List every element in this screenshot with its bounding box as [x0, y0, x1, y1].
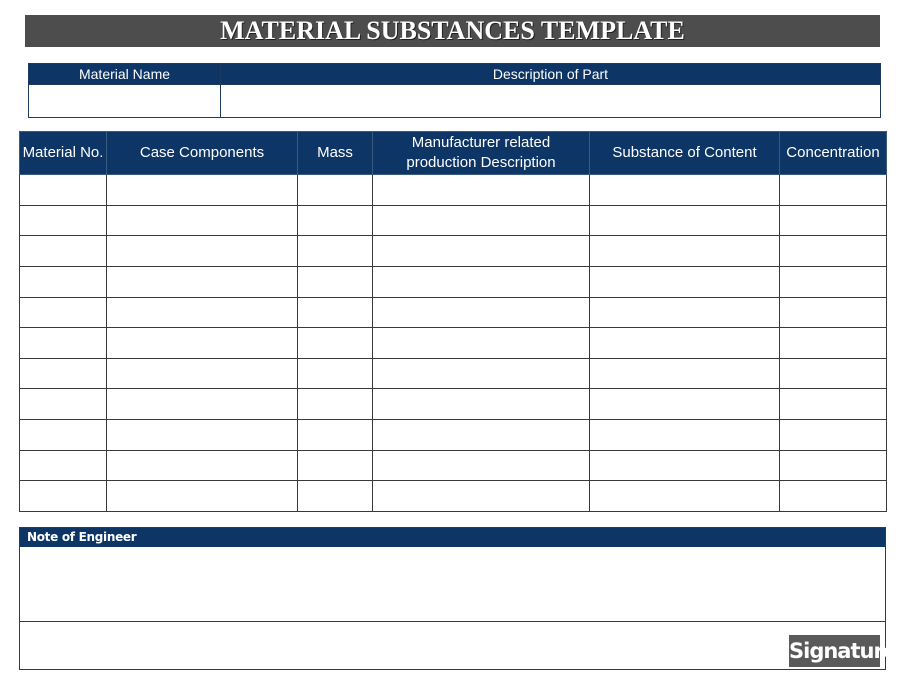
material-no-cell[interactable] [20, 297, 107, 328]
table-row [20, 420, 887, 451]
concentration-cell[interactable] [780, 297, 887, 328]
material-no-cell[interactable] [20, 205, 107, 236]
manufacturer-description-cell[interactable] [373, 297, 590, 328]
page-title: MATERIAL SUBSTANCES TEMPLATE [25, 15, 880, 47]
concentration-cell[interactable] [780, 450, 887, 481]
concentration-cell[interactable] [780, 205, 887, 236]
concentration-cell[interactable] [780, 328, 887, 359]
manufacturer-description-cell[interactable] [373, 420, 590, 451]
mass-cell[interactable] [298, 481, 373, 512]
substance-of-content-header: Substance of Content [590, 132, 780, 175]
part-info-table [28, 63, 881, 118]
manufacturer-description-cell[interactable] [373, 266, 590, 297]
case-components-cell[interactable] [107, 450, 298, 481]
manufacturer-description-cell[interactable] [373, 205, 590, 236]
concentration-cell[interactable] [780, 420, 887, 451]
mass-cell[interactable] [298, 450, 373, 481]
description-of-part-header: Description of Part [221, 64, 881, 85]
case-components-cell[interactable] [107, 236, 298, 267]
substance-of-content-cell[interactable] [590, 420, 780, 451]
substance-of-content-cell[interactable] [590, 266, 780, 297]
concentration-cell[interactable] [780, 175, 887, 206]
manufacturer-description-header: Manufacturer related production Description [373, 132, 590, 175]
material-no-cell[interactable] [20, 266, 107, 297]
manufacturer-description-cell[interactable] [373, 450, 590, 481]
engineer-note-box [19, 527, 897, 670]
material-no-cell[interactable] [20, 328, 107, 359]
material-no-header: Material No. [20, 132, 107, 175]
substance-of-content-cell[interactable] [590, 236, 780, 267]
case-components-cell[interactable] [107, 358, 298, 389]
manufacturer-description-cell[interactable] [373, 358, 590, 389]
materials-table [19, 131, 887, 512]
signature-label: Signature [789, 635, 880, 667]
concentration-cell[interactable] [780, 358, 887, 389]
material-name-header: Material Name [29, 64, 221, 85]
material-no-cell[interactable] [20, 420, 107, 451]
material-no-cell[interactable] [20, 481, 107, 512]
table-row [20, 450, 887, 481]
substance-of-content-cell[interactable] [590, 389, 780, 420]
material-no-cell[interactable] [20, 175, 107, 206]
mass-cell[interactable] [298, 205, 373, 236]
material-no-cell[interactable] [20, 389, 107, 420]
manufacturer-description-cell[interactable] [373, 236, 590, 267]
manufacturer-description-cell[interactable] [373, 328, 590, 359]
substance-of-content-cell[interactable] [590, 297, 780, 328]
table-row [20, 236, 887, 267]
case-components-cell[interactable] [107, 420, 298, 451]
case-components-cell[interactable] [107, 389, 298, 420]
description-of-part-field[interactable] [221, 85, 881, 118]
table-row [20, 358, 887, 389]
table-row [20, 205, 887, 236]
mass-cell[interactable] [298, 389, 373, 420]
case-components-cell[interactable] [107, 175, 298, 206]
mass-cell[interactable] [298, 297, 373, 328]
table-row [20, 297, 887, 328]
mass-cell[interactable] [298, 266, 373, 297]
material-no-cell[interactable] [20, 236, 107, 267]
material-name-field[interactable] [29, 85, 221, 118]
table-row [20, 266, 887, 297]
concentration-cell[interactable] [780, 266, 887, 297]
engineer-note-field[interactable] [20, 547, 885, 622]
substance-of-content-cell[interactable] [590, 328, 780, 359]
signature-area [20, 622, 897, 669]
substance-of-content-cell[interactable] [590, 450, 780, 481]
engineer-note-label: Note of Engineer [20, 528, 885, 547]
manufacturer-description-cell[interactable] [373, 175, 590, 206]
manufacturer-description-cell[interactable] [373, 481, 590, 512]
case-components-cell[interactable] [107, 328, 298, 359]
concentration-cell[interactable] [780, 389, 887, 420]
substance-of-content-cell[interactable] [590, 358, 780, 389]
substance-of-content-cell[interactable] [590, 481, 780, 512]
table-row [20, 328, 887, 359]
material-no-cell[interactable] [20, 358, 107, 389]
case-components-header: Case Components [107, 132, 298, 175]
manufacturer-description-cell[interactable] [373, 389, 590, 420]
substance-of-content-cell[interactable] [590, 205, 780, 236]
case-components-cell[interactable] [107, 266, 298, 297]
mass-header: Mass [298, 132, 373, 175]
concentration-cell[interactable] [780, 481, 887, 512]
mass-cell[interactable] [298, 358, 373, 389]
mass-cell[interactable] [298, 420, 373, 451]
table-row [20, 481, 887, 512]
table-row [20, 389, 887, 420]
mass-cell[interactable] [298, 328, 373, 359]
material-no-cell[interactable] [20, 450, 107, 481]
mass-cell[interactable] [298, 236, 373, 267]
case-components-cell[interactable] [107, 205, 298, 236]
mass-cell[interactable] [298, 175, 373, 206]
case-components-cell[interactable] [107, 481, 298, 512]
concentration-header: Concentration [780, 132, 887, 175]
concentration-cell[interactable] [780, 236, 887, 267]
case-components-cell[interactable] [107, 297, 298, 328]
table-row [20, 175, 887, 206]
substance-of-content-cell[interactable] [590, 175, 780, 206]
